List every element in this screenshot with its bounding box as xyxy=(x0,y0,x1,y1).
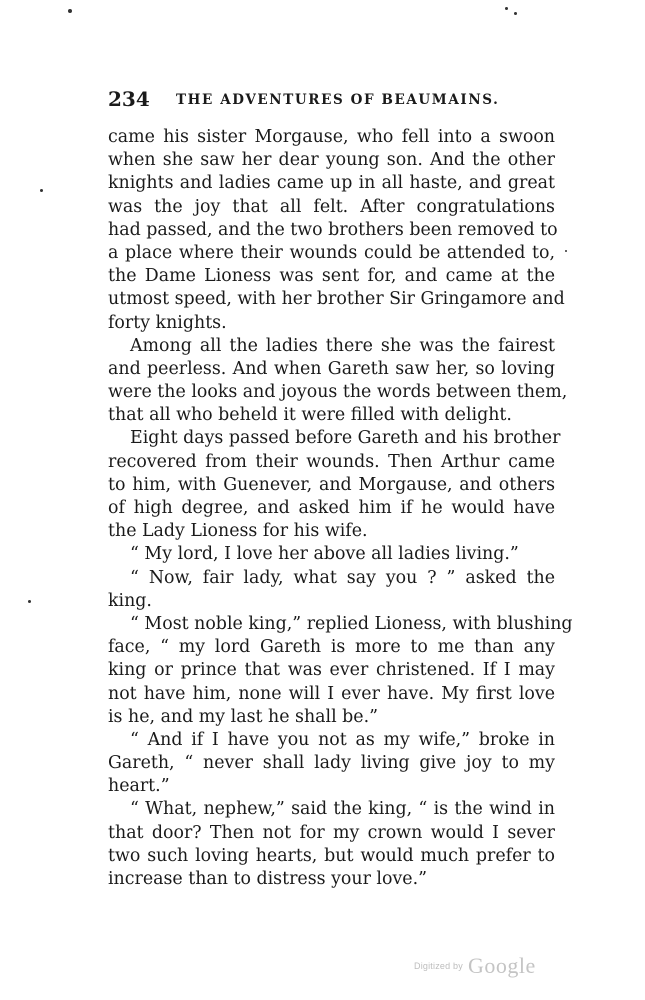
text-line: and peerless. And when Gareth saw her, so loving xyxy=(108,358,555,379)
text-line: was the joy that all felt. After congratulations xyxy=(108,196,555,217)
text-line: Among all the ladies there she was the fairest xyxy=(130,335,555,356)
text-line: had passed, and the two brothers been removed to xyxy=(108,219,558,240)
text-line: when she saw her dear young son. And the other xyxy=(108,150,555,171)
text-line: that all who beheld it were filled with delight. xyxy=(108,405,512,426)
page-header xyxy=(108,86,548,112)
page-number: 234 xyxy=(108,87,150,111)
text-line: “ And if I have you not as my wife,” broke in xyxy=(130,729,555,750)
text-line: two such loving hearts, but would much prefer to xyxy=(108,845,555,866)
scan-speck xyxy=(514,12,517,15)
text-line: the Dame Lioness was sent for, and came at the xyxy=(108,266,555,287)
text-line: not have him, none will I ever have. My first love xyxy=(108,683,555,704)
running-title: THE ADVENTURES OF BEAUMAINS. xyxy=(176,92,500,108)
text-line: the Lady Lioness for his wife. xyxy=(108,521,368,542)
text-line: forty knights. xyxy=(108,312,227,333)
text-line: heart.” xyxy=(108,776,170,797)
text-line: utmost speed, with her brother Sir Gringamore and xyxy=(108,289,565,310)
scan-speck xyxy=(565,250,567,252)
scan-speck xyxy=(40,189,43,192)
body-text xyxy=(108,126,573,891)
text-line: of high degree, and asked him if he would have xyxy=(108,498,555,518)
text-line: king or prince that was ever christened. If I may xyxy=(108,660,555,681)
text-line: “ What, nephew,” said the king, “ is the wind in xyxy=(130,799,555,820)
text-line: is he, and my last he shall be.” xyxy=(108,706,379,727)
text-line: recovered from their wounds. Then Arthur came xyxy=(108,451,555,472)
text-line: face, “ my lord Gareth is more to me than any xyxy=(108,637,555,658)
watermark-prefix: Digitized by xyxy=(414,961,463,971)
text-line: “ Now, fair lady, what say you ? ” asked the xyxy=(130,567,555,588)
scan-speck xyxy=(68,9,72,13)
text-line: king. xyxy=(108,590,152,611)
text-line: “ My lord, I love her above all ladies living.” xyxy=(130,544,519,565)
text-line: came his sister Morgause, who fell into a swoon xyxy=(108,127,555,147)
text-line: were the looks and joyous the words between them, xyxy=(108,382,568,403)
scan-speck xyxy=(28,600,31,603)
google-logo: Google xyxy=(468,953,536,978)
text-line: “ Most noble king,” replied Lioness, with blushing xyxy=(130,613,573,634)
text-line: that door? Then not for my crown would I sever xyxy=(108,822,555,843)
text-line: knights and ladies came up in all haste, and great xyxy=(108,173,555,194)
digitized-watermark xyxy=(414,953,536,983)
text-line: a place where their wounds could be attended to, xyxy=(108,242,555,263)
text-line: Eight days passed before Gareth and his brother xyxy=(130,428,561,449)
text-line: increase than to distress your love.” xyxy=(108,869,427,889)
scan-speck xyxy=(505,7,508,10)
text-line: to him, with Guenever, and Morgause, and others xyxy=(108,474,555,495)
text-line: Gareth, “ never shall lady living give joy to my xyxy=(108,753,555,774)
